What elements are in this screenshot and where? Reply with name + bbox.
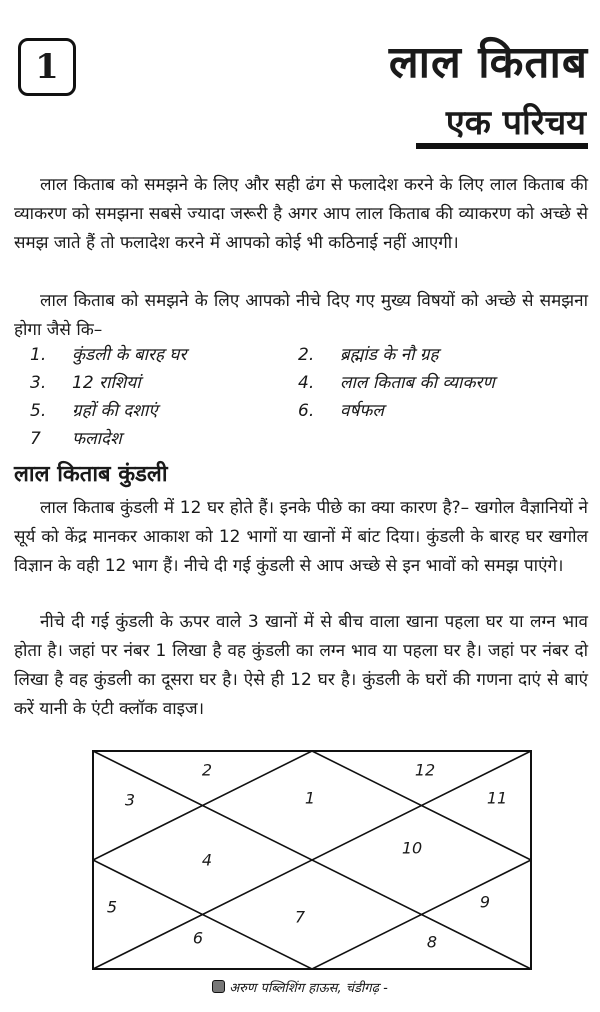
intro-paragraph-2 xyxy=(14,287,588,345)
list-item-label: ग्रहों की दशाएं xyxy=(72,401,158,421)
house-number: 3 xyxy=(124,790,136,810)
chapter-number-badge xyxy=(18,38,76,96)
list-item-label: फलादेश xyxy=(72,429,122,449)
list-item-label: वर्षफल xyxy=(340,401,384,421)
house-number: 1 xyxy=(304,788,316,808)
list-item-number: 6. xyxy=(298,401,315,421)
list-item-label: 12 राशियां xyxy=(72,373,141,393)
list-item xyxy=(30,342,186,365)
list-item-label: लाल किताब की व्याकरण xyxy=(340,373,495,393)
page-subtitle: एक परिचय xyxy=(445,103,586,143)
list-item-number: 4. xyxy=(298,373,315,393)
house-number: 12 xyxy=(414,760,436,780)
section-paragraph-1 xyxy=(14,494,588,581)
list-item xyxy=(30,370,141,393)
list-item xyxy=(298,398,384,421)
intro-paragraph-1-text: लाल किताब को समझने के लिए और सही ढंग से फलादेश करने के लिए लाल किताब की व्याकरण को समझना सबसे ज्यादा जरूरी है अगर आप लाल किताब की व्याकरण को अच्छे से समझ जाते हैं तो फलादेश करने में आपको कोई भी कठिनाई नहीं आएगी। xyxy=(14,175,588,253)
house-number: 8 xyxy=(426,932,438,952)
house-number: 11 xyxy=(486,788,508,808)
intro-paragraph-2-text: लाल किताब को समझने के लिए आपको नीचे दिए गए मुख्य विषयों को अच्छे से समझना होगा जैसे कि– xyxy=(14,291,588,340)
section-paragraph-2-text: नीचे दी गई कुंडली के ऊपर वाले 3 खानों में से बीच वाला खाना पहला घर या लग्न भाव होता है। जहां पर नंबर 1 लिखा है वह कुंडली का लग्न भाव या पहला घर है। जहां पर नंबर दो लिखा है वह कुंडली का दूसरा घर है। ऐसे ही 12 घर है। कुंडली के घरों की गणना दाएं से बाएं करें यानी के एंटी क्लॉक वाइज। xyxy=(14,612,588,719)
intro-paragraph-1 xyxy=(14,171,588,258)
kundli-chart xyxy=(92,750,532,970)
list-item-label: ब्रह्मांड के नौ ग्रह xyxy=(340,345,439,365)
page-title: लाल किताब xyxy=(388,37,588,88)
list-item-number: 1. xyxy=(30,345,47,365)
kundli-chart-lines xyxy=(92,750,532,970)
house-number: 6 xyxy=(192,928,204,948)
subtitle-underline xyxy=(416,143,588,149)
list-item-number: 7 xyxy=(30,429,41,449)
section-heading: लाल किताब कुंडली xyxy=(14,462,168,487)
publisher-name: अरुण पब्लिशिंग हाऊस, चंडीगढ़ - xyxy=(229,981,388,996)
list-item xyxy=(298,370,495,393)
list-item xyxy=(30,398,158,421)
chapter-number: 1 xyxy=(35,47,59,87)
list-item xyxy=(298,342,439,365)
house-number: 2 xyxy=(201,760,213,780)
publisher-logo-icon xyxy=(212,980,225,993)
list-item-number: 2. xyxy=(298,345,315,365)
list-item xyxy=(30,426,122,449)
section-paragraph-2 xyxy=(14,608,588,724)
section-paragraph-1-text: लाल किताब कुंडली में 12 घर होते हैं। इनके पीछे का क्या कारण है?– खगोल वैज्ञानियों ने सूर्य को केंद्र मानकर आकाश को 12 भागों या खानों में बांट दिया। कुंडली के बारह घर खगोल विज्ञान के वही 12 भाग हैं। नीचे दी गई कुंडली से आप अच्छे से इन भावों को समझ पाएंगे। xyxy=(14,498,588,576)
list-item-number: 3. xyxy=(30,373,47,393)
house-number: 5 xyxy=(106,897,118,917)
house-number: 10 xyxy=(401,838,423,858)
house-number: 9 xyxy=(479,892,491,912)
list-item-number: 5. xyxy=(30,401,47,421)
page-footer xyxy=(0,978,600,996)
house-number: 7 xyxy=(294,907,306,927)
house-number: 4 xyxy=(201,850,213,870)
list-item-label: कुंडली के बारह घर xyxy=(72,345,187,365)
